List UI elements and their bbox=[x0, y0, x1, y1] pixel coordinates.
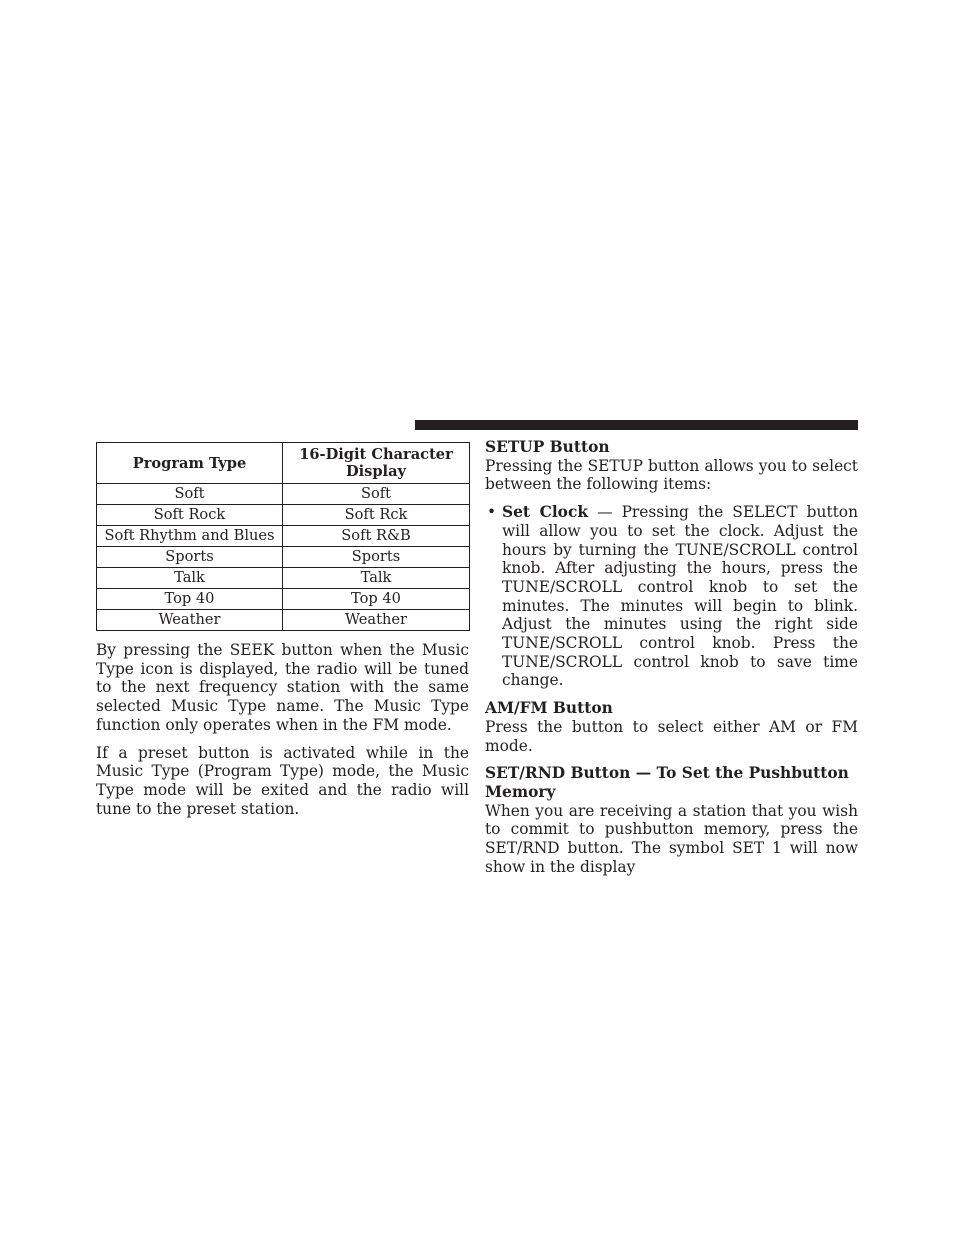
right-column bbox=[485, 438, 858, 876]
table-cell: Talk bbox=[97, 568, 283, 589]
setup-heading: SETUP Button bbox=[485, 438, 610, 456]
setrnd-heading-line2: Memory bbox=[485, 782, 556, 801]
table-cell: Top 40 bbox=[97, 589, 283, 610]
setrnd-heading bbox=[485, 764, 858, 801]
table-cell: Soft Rck bbox=[283, 505, 470, 526]
table-header-row bbox=[97, 443, 470, 484]
table-row bbox=[97, 610, 470, 631]
table-cell: Soft bbox=[283, 484, 470, 505]
amfm-heading: AM/FM Button bbox=[485, 699, 613, 718]
seek-paragraph: By pressing the SEEK button when the Music Type icon is displayed, the radio will be tuned to the next frequency station with the same selected Music Type name. The Music Type function only operates when in the FM mode. bbox=[96, 641, 469, 734]
table-row bbox=[97, 568, 470, 589]
section-header-bar bbox=[415, 420, 858, 430]
left-column bbox=[96, 442, 469, 818]
table-cell: Talk bbox=[283, 568, 470, 589]
table-row bbox=[97, 526, 470, 547]
table-row bbox=[97, 484, 470, 505]
amfm-paragraph: Press the button to select either AM or FM mode. bbox=[485, 717, 858, 755]
table-cell: Soft Rock bbox=[97, 505, 283, 526]
preset-paragraph: If a preset button is activated while in the Music Type (Program Type) mode, the Music Type mode will be exited and the radio will tune to the preset station. bbox=[96, 743, 469, 818]
table-cell: Weather bbox=[283, 610, 470, 631]
table-row bbox=[97, 589, 470, 610]
setrnd-paragraph: When you are receiving a station that you wish to commit to pushbutton memory, press the SET/RND button. The symbol SET 1 will now show in the display bbox=[485, 801, 858, 876]
table-cell: Sports bbox=[97, 547, 283, 568]
list-item bbox=[485, 503, 858, 690]
setup-paragraph: Pressing the SETUP button allows you to select between the following items: bbox=[485, 456, 858, 494]
table-cell: Soft R&B bbox=[283, 526, 470, 547]
set-clock-description: — Pressing the SELECT button will allow you to set the clock. Adjust the hours by turning the TUNE/SCROLL control knob. After adjusting the hours, press the TUNE/SCROLL control knob to set the minutes. The minutes will begin to blink. Adjust the minutes using the right side TUNE/SCROLL control knob. Press the TUNE/SCROLL control knob to save time change. bbox=[502, 503, 858, 690]
setrnd-heading-line1: SET/RND Button — To Set the Pushbutton bbox=[485, 764, 849, 783]
table-row bbox=[97, 547, 470, 568]
table-cell: Soft Rhythm and Blues bbox=[97, 526, 283, 547]
table-header-cell: Program Type bbox=[97, 443, 283, 484]
table-header-cell: 16-Digit Character Display bbox=[283, 443, 470, 484]
table-cell: Top 40 bbox=[283, 589, 470, 610]
table-cell: Sports bbox=[283, 547, 470, 568]
bullet-icon: • bbox=[487, 503, 497, 522]
table-cell: Soft bbox=[97, 484, 283, 505]
setup-items-list bbox=[485, 503, 858, 690]
table-cell: Weather bbox=[97, 610, 283, 631]
table-row bbox=[97, 505, 470, 526]
program-type-table bbox=[96, 442, 470, 631]
set-clock-term: Set Clock bbox=[502, 503, 588, 522]
